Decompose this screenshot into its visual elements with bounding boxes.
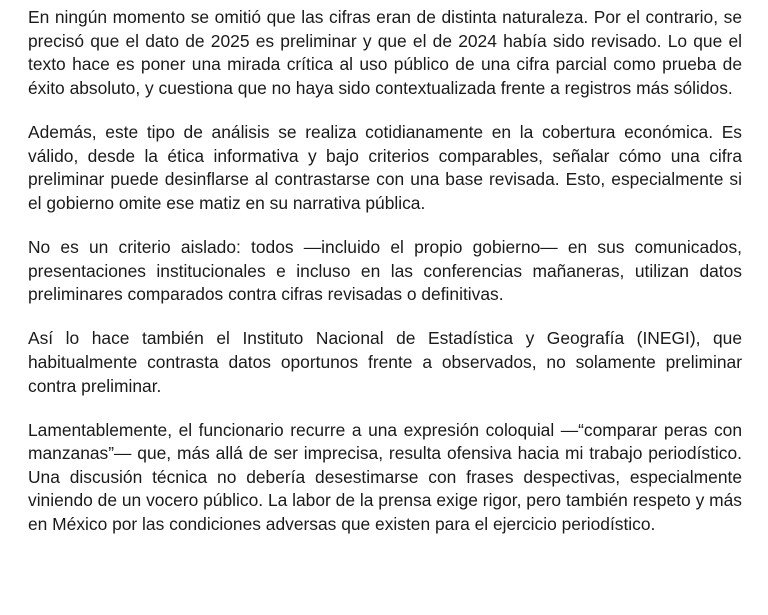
paragraph-4: Así lo hace también el Instituto Nacional de Estadística y Geografía (INEGI), que habitualmente contrasta datos oportunos frente a observados, no solamente preliminar contra preliminar. — [28, 328, 742, 396]
document-body — [28, 6, 742, 537]
paragraph-3: No es un criterio aislado: todos —incluido el propio gobierno— en sus comunicados, presentaciones institucionales e incluso en las conferencias mañaneras, utilizan datos preliminares comparados contra cifras revisadas o definitivas. — [28, 236, 742, 305]
paragraph-5: Lamentablemente, el funcionario recurre a una expresión coloquial —“comparar peras con manzanas”— que, más allá de ser imprecisa, resulta ofensiva hacia mi trabajo periodístico. Una discusión técnica no debería desestimarse con frases despectivas, especialmente viniendo de un vocero público. La labor de la prensa exige rigor, pero también respeto y más en México por las condiciones adversas que existen para el ejercicio periodístico. — [28, 419, 742, 535]
paragraph-2: Además, este tipo de análisis se realiza cotidianamente en la cobertura económica. Es válido, desde la ética informativa y bajo criterios comparables, señalar cómo una cifra preliminar puede desinflarse al contrastarse con una base revisada. Esto, especialmente si el gobierno omite ese matiz en su narrativa pública. — [28, 121, 742, 213]
paragraph-1: En ningún momento se omitió que las cifras eran de distinta naturaleza. Por el contrario, se precisó que el dato de 2025 es preliminar y que el de 2024 había sido revisado. Lo que el texto hace es poner una mirada crítica al uso público de una cifra parcial como prueba de éxito absoluto, y cuestiona que no haya sido contextualizada frente a registros más sólidos. — [28, 7, 742, 98]
